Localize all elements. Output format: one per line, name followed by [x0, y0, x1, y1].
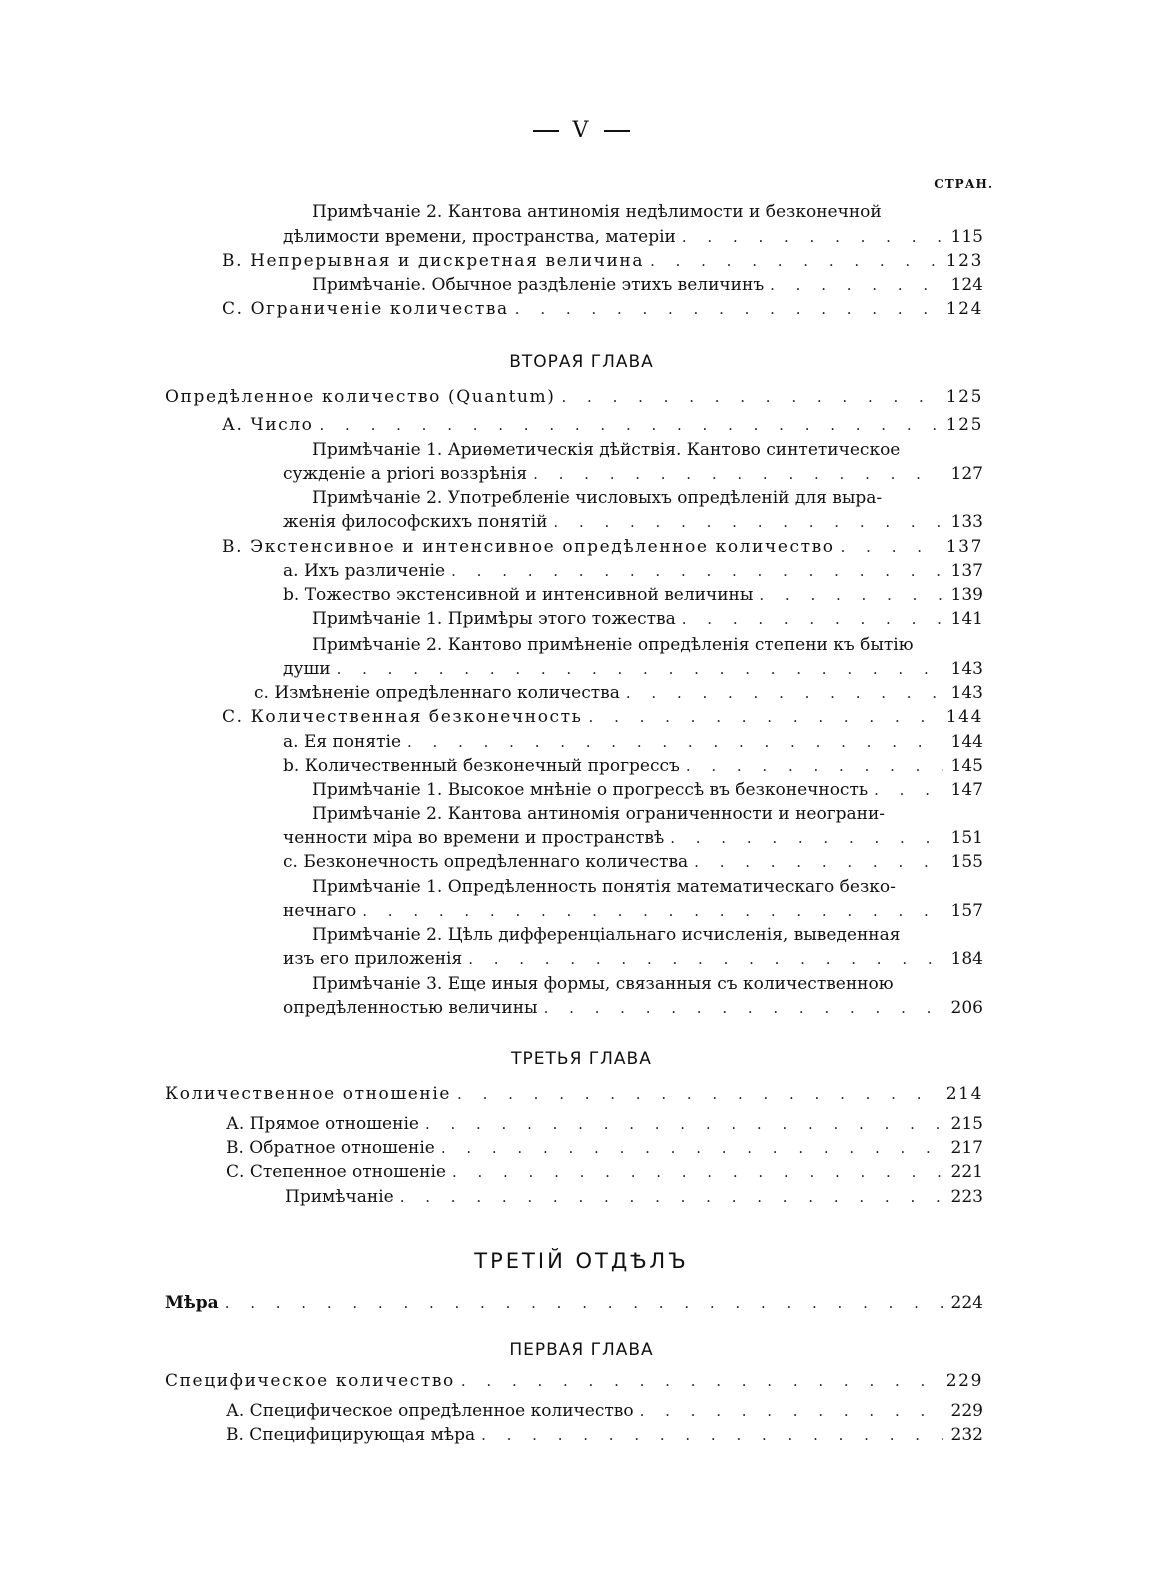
toc-entry: Примѣчаніе 1. Высокое мнѣніе о прогрессѣ въ безконечность . . . 147 — [312, 778, 983, 802]
toc-entry-continued: Примѣчаніе 2. Употребленіе числовыхъ опредѣленій для выра- — [312, 488, 883, 508]
page-number-value: V — [572, 118, 591, 143]
toc-entry: Специфическое количество . . . 229 — [165, 1369, 983, 1393]
toc-entry: a. Ихъ различеніе . . . 137 — [283, 559, 983, 583]
toc-entry: А. Прямое отношеніе . . . 215 — [226, 1112, 983, 1136]
toc-entry: c. Безконечность опредѣленнаго количества . . . 155 — [283, 850, 983, 874]
page-column-label: СТРАН. — [934, 177, 993, 191]
toc-entry: изъ его приложенія . . . 184 — [283, 947, 983, 971]
toc-entry: опредѣленностью величины . . . 206 — [283, 996, 983, 1020]
chapter-heading: ПЕРВАЯ ГЛАВА — [509, 1340, 654, 1360]
toc-entry-continued: Примѣчаніе 1. Опредѣленность понятія математическаго безко- — [312, 877, 896, 897]
toc-entry: А. Специфическое опредѣленное количество . . . 229 — [226, 1399, 983, 1423]
toc-entry: b. Количественный безконечный прогрессъ . . . 145 — [283, 754, 983, 778]
toc-entry: дѣлимости времени, пространства, матеріи . . . 115 — [283, 225, 983, 249]
toc-entry-continued: Примѣчаніе 2. Кантово примѣненіе опредѣленія степени къ бытію — [312, 635, 914, 655]
toc-entry: В. Экстенсивное и интенсивное опредѣленное количество . . . 137 — [222, 535, 983, 559]
toc-entry: ченности міра во времени и пространствѣ . . . 151 — [283, 826, 983, 850]
toc-entry: Опредѣленное количество (Quantum) . . . 125 — [165, 385, 983, 409]
chapter-heading: ТРЕТЬЯ ГЛАВА — [511, 1049, 652, 1069]
toc-entry: Примѣчаніе. Обычное раздѣленіе этихъ величинъ . . . 124 — [312, 273, 983, 297]
toc-entry-continued: Примѣчаніе 3. Еще иныя формы, связанныя съ количественною — [312, 974, 894, 994]
toc-entry: Примѣчаніе 1. Примѣры этого тожества . . . 141 — [312, 607, 983, 631]
toc-entry: В. Обратное отношеніе . . . 217 — [226, 1136, 983, 1160]
page-number — [0, 118, 1163, 143]
toc-entry: a. Ея понятіе . . . 144 — [283, 730, 983, 754]
page-number-dash-left — [533, 130, 559, 132]
toc-entry: В. Непрерывная и дискретная величина . . . 123 — [222, 249, 983, 273]
toc-entry-continued: Примѣчаніе 1. Ариѳметическія дѣйствія. Кантово синтетическое — [312, 440, 901, 460]
page-number-dash-right — [604, 130, 630, 132]
toc-entry: С. Ограниченіе количества . . . 124 — [222, 297, 983, 321]
toc-entry: женія философскихъ понятій . . . 133 — [283, 510, 983, 534]
toc-entry: А. Число . . . 125 — [222, 413, 983, 437]
toc-entry: Примѣчаніе . . . 223 — [285, 1185, 983, 1209]
toc-entry: С. Степенное отношеніе . . . 221 — [226, 1160, 983, 1184]
toc-entry: С. Количественная безконечность . . . 144 — [222, 705, 983, 729]
toc-entry: Мѣра . . . 224 — [165, 1291, 983, 1315]
toc-entry: сужденіе a priori воззрѣнія . . . 127 — [283, 462, 983, 486]
toc-entry: В. Специфицирующая мѣра . . . 232 — [226, 1423, 983, 1447]
toc-entry: нечнаго . . . 157 — [283, 899, 983, 923]
toc-entry: души . . . 143 — [283, 657, 983, 681]
toc-entry-continued: Примѣчаніе 2. Цѣль дифференціальнаго исчисленія, выведенная — [312, 925, 901, 945]
toc-entry: Количественное отношеніе . . . 214 — [165, 1082, 983, 1106]
toc-entry-continued: Примѣчаніе 2. Кантова антиномія ограниченности и неограни- — [312, 804, 886, 824]
toc-entry: c. Измѣненіе опредѣленнаго количества . . . 143 — [254, 681, 983, 705]
part-heading: ТРЕТІЙ ОТДѢЛЪ — [474, 1249, 689, 1273]
toc-entry: b. Тожество экстенсивной и интенсивной величины . . . 139 — [283, 583, 983, 607]
toc-entry-note-2-antinomy: Примѣчаніе 2. Кантова антиномія недѣлимости и безконечной — [312, 202, 882, 222]
chapter-heading: ВТОРАЯ ГЛАВА — [509, 352, 654, 372]
